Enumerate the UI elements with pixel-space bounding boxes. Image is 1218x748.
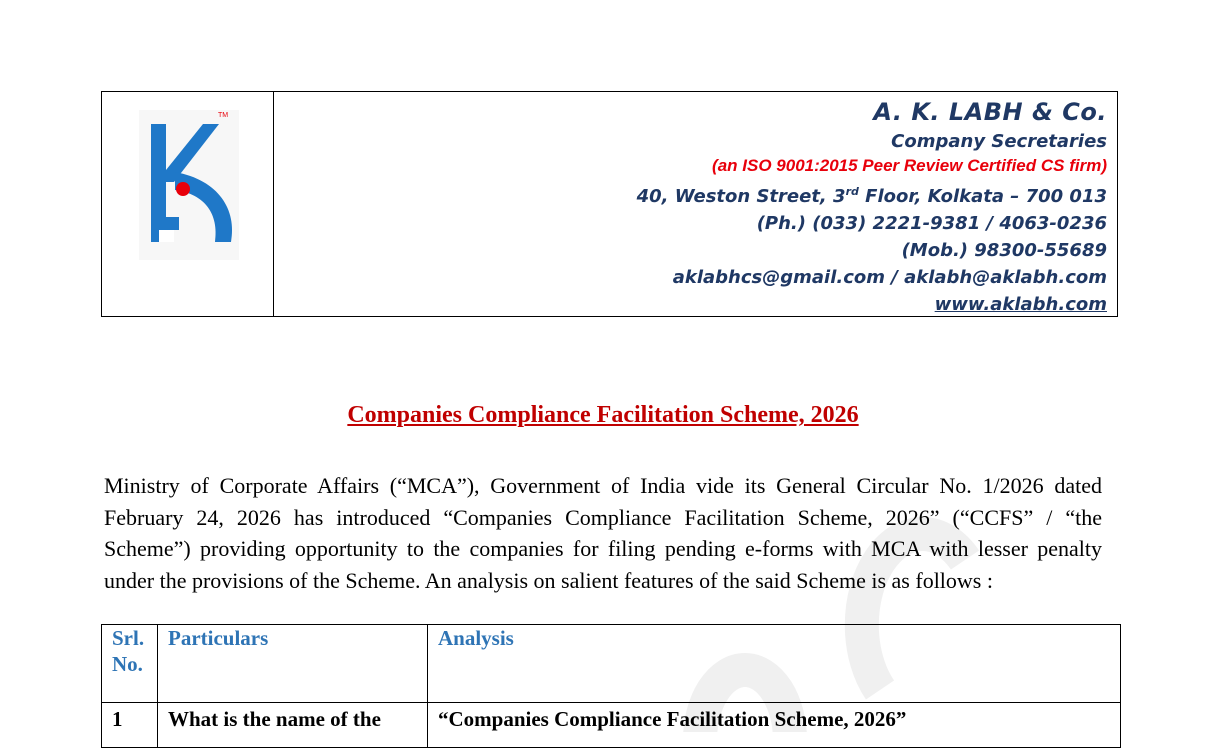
table-header-row <box>102 625 1121 703</box>
trademark-symbol: TM <box>218 112 229 119</box>
table-row <box>102 703 1121 748</box>
firm-website-link[interactable]: www.aklabh.com <box>934 294 1107 315</box>
firm-info <box>274 92 1117 316</box>
row-analysis: “Companies Compliance Facilitation Scheme, 2026” <box>428 703 1121 748</box>
letterhead <box>101 91 1118 317</box>
firm-mobile: (Mob.) 98300-55689 <box>901 240 1107 261</box>
row-srl: 1 <box>102 703 158 748</box>
row-particulars: What is the name of the <box>158 703 428 748</box>
header-particulars: Particulars <box>158 625 428 703</box>
firm-address: 40, Weston Street, 3rd Floor, Kolkata – 700 013 <box>636 185 1107 207</box>
firm-logo-icon <box>139 110 239 260</box>
logo-cell <box>102 92 274 316</box>
document-title: Companies Compliance Facilitation Scheme, 2026 <box>347 402 859 428</box>
analysis-table <box>101 624 1121 748</box>
intro-paragraph: Ministry of Corporate Affairs (“MCA”), Government of India vide its General Circular No. 1/2026 dated February 24, 2026 has introduced “Companies Compliance Facilitation Scheme, 2026” (“CCFS” / “the Scheme”) providing opportunity to the companies for filing pending e-forms with MCA with lesser penalty under the provisions of the Scheme. An analysis on salient features of the said Scheme is as follows : <box>104 473 1102 593</box>
firm-certification: (an ISO 9001:2015 Peer Review Certified CS firm) <box>712 156 1107 175</box>
firm-name: A. K. LABH & Co. <box>873 98 1107 126</box>
header-analysis: Analysis <box>428 625 1121 703</box>
firm-phone: (Ph.) (033) 2221-9381 / 4063-0236 <box>756 213 1107 234</box>
firm-emails[interactable]: aklabhcs@gmail.com / aklabh@aklabh.com <box>672 267 1107 288</box>
firm-type: Company Secretaries <box>891 131 1107 152</box>
header-srl-no: Srl. No. <box>102 625 158 703</box>
